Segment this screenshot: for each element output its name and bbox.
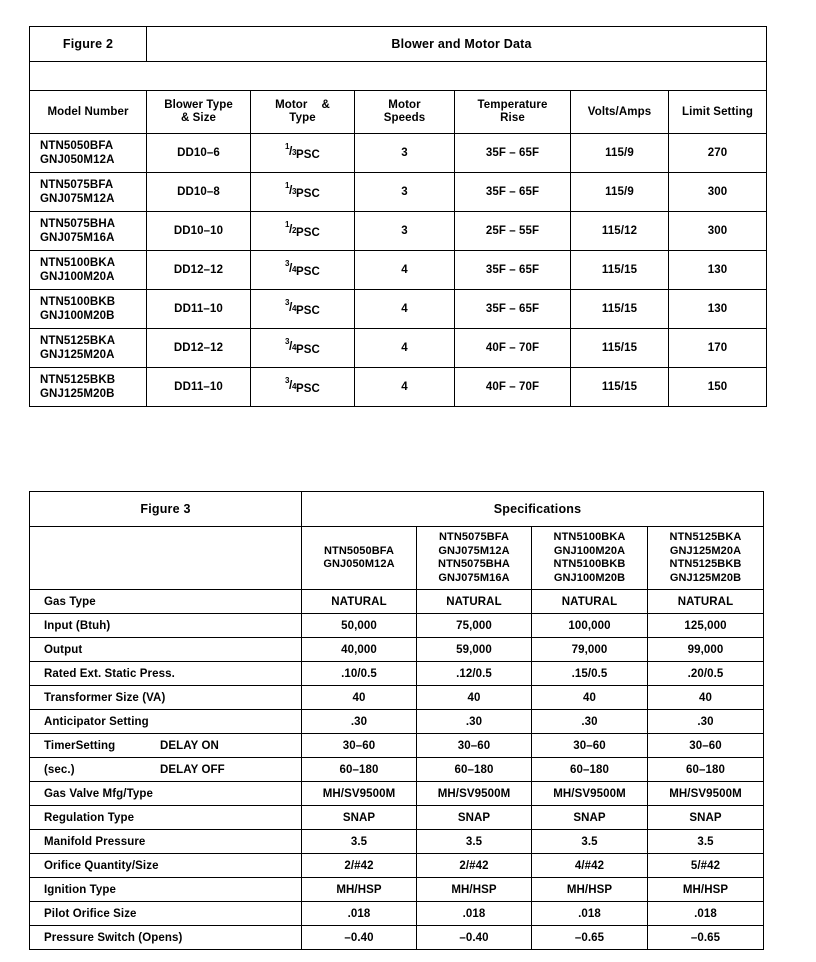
motor-type-cell: [251, 290, 355, 329]
specification-value-cell: 79,000: [532, 638, 648, 662]
model-number-cell: [30, 368, 147, 407]
figure-3-data-row: [30, 590, 764, 614]
limit-setting-cell: 150: [669, 368, 767, 407]
motor-type-cell: [251, 212, 355, 251]
specification-value-cell: .018: [417, 902, 532, 926]
motor-type-cell: [251, 368, 355, 407]
model-number-secondary: GNJ075M16A: [40, 232, 115, 244]
motor-type-cell: [251, 173, 355, 212]
specification-value-cell: 30–60: [417, 734, 532, 758]
figure-3-label: Figure 3: [30, 492, 302, 527]
specification-value-cell: 60–180: [648, 758, 764, 782]
model-number-secondary: GNJ125M20A: [40, 349, 115, 361]
model-line: NTN5100BKB: [553, 558, 626, 570]
specification-value-cell: NATURAL: [648, 590, 764, 614]
model-number-primary: NTN5075BFA: [40, 179, 114, 191]
specification-value-cell: 3.5: [648, 830, 764, 854]
specification-value-cell: NATURAL: [417, 590, 532, 614]
figure-3-data-row: [30, 686, 764, 710]
fraction-denominator: 3: [292, 187, 297, 196]
figure-2-data-row: [30, 290, 767, 329]
figure-3-model-column-2: [417, 527, 532, 590]
model-line: NTN5125BKB: [669, 558, 742, 570]
motor-horsepower-fraction: [285, 220, 297, 236]
figure-3-data-row: [30, 830, 764, 854]
specification-value-cell: .30: [302, 710, 417, 734]
figure-3-title-row: [30, 492, 764, 527]
fraction-denominator: 4: [292, 382, 297, 391]
figure-3-data-row: [30, 782, 764, 806]
column-header-limit-setting: Limit Setting: [669, 91, 767, 134]
fraction-denominator: 2: [292, 226, 297, 235]
fraction-slash: /: [289, 144, 293, 158]
fraction-numerator: 3: [285, 298, 290, 307]
specification-value-cell: –0.40: [417, 926, 532, 950]
specification-value-cell: MH/HSP: [648, 878, 764, 902]
model-line: NTN5050BFA: [323, 544, 395, 557]
specification-value-cell: MH/HSP: [532, 878, 648, 902]
model-line: GNJ100M20A: [553, 544, 626, 557]
specification-value-cell: MH/SV9500M: [417, 782, 532, 806]
fraction-numerator: 1: [285, 220, 290, 229]
model-number-primary: NTN5100BKA: [40, 257, 116, 269]
specification-value-cell: MH/HSP: [417, 878, 532, 902]
model-line: GNJ050M12A: [323, 558, 395, 570]
limit-setting-cell: 270: [669, 134, 767, 173]
specification-value-cell: 2/#42: [417, 854, 532, 878]
figure-3-data-row: [30, 638, 764, 662]
limit-setting-cell: 300: [669, 173, 767, 212]
specification-value-cell: 100,000: [532, 614, 648, 638]
specification-value-cell: 4/#42: [532, 854, 648, 878]
limit-setting-cell: 300: [669, 212, 767, 251]
column-header-model-number: Model Number: [30, 91, 147, 134]
figure-2-data-row: [30, 329, 767, 368]
model-line: NTN5075BHA: [438, 558, 510, 570]
specification-value-cell: .018: [302, 902, 417, 926]
fraction-denominator: 4: [292, 265, 297, 274]
column-header-blower-type: [147, 91, 251, 134]
figure-2-data-row: [30, 251, 767, 290]
figure-2-title-row: [30, 27, 767, 62]
model-number-primary: NTN5100BKB: [40, 296, 116, 308]
model-number-primary: NTN5125BKB: [40, 374, 116, 386]
temperature-rise-cell: 40F – 70F: [455, 368, 571, 407]
specification-value-cell: 40: [302, 686, 417, 710]
figure-3-data-row: [30, 734, 764, 758]
figure-3-data-row: [30, 878, 764, 902]
limit-setting-cell: 130: [669, 251, 767, 290]
blower-type-cell: DD10–8: [147, 173, 251, 212]
specification-value-cell: .018: [648, 902, 764, 926]
motor-type-suffix: PSC: [296, 188, 320, 200]
specification-value-cell: MH/HSP: [302, 878, 417, 902]
specification-label-group: [44, 740, 301, 752]
specification-value-cell: –0.65: [532, 926, 648, 950]
motor-horsepower-fraction: [285, 376, 297, 392]
model-number-secondary: GNJ050M12A: [40, 154, 115, 166]
motor-horsepower-fraction: [285, 259, 297, 275]
specification-value-cell: .12/0.5: [417, 662, 532, 686]
specification-label-main: TimerSetting: [44, 739, 116, 752]
specification-value-cell: 40,000: [302, 638, 417, 662]
column-header-temperature-rise: [455, 91, 571, 134]
model-number-primary: NTN5075BHA: [40, 218, 116, 230]
specification-value-cell: MH/SV9500M: [532, 782, 648, 806]
motor-horsepower-fraction: [285, 337, 297, 353]
figure-3-model-header-row: [30, 527, 764, 590]
specification-value-cell: 30–60: [648, 734, 764, 758]
motor-type-suffix: PSC: [296, 305, 320, 317]
column-header-motor-type-line2: Type: [289, 112, 316, 124]
specification-label-cell: Regulation Type: [30, 806, 302, 830]
specification-value-cell: 99,000: [648, 638, 764, 662]
volts-amps-cell: 115/15: [571, 290, 669, 329]
motor-horsepower-fraction: [285, 142, 297, 158]
volts-amps-cell: 115/15: [571, 329, 669, 368]
figure-3-data-row: [30, 902, 764, 926]
figure-3-data-row: [30, 854, 764, 878]
specification-value-cell: .15/0.5: [532, 662, 648, 686]
fraction-slash: /: [289, 300, 293, 314]
model-line: GNJ125M20A: [669, 544, 742, 557]
specification-value-cell: 3.5: [302, 830, 417, 854]
specification-value-cell: –0.40: [302, 926, 417, 950]
fraction-denominator: 3: [292, 148, 297, 157]
column-header-blower-type-line2: & Size: [180, 112, 217, 124]
specification-value-cell: 75,000: [417, 614, 532, 638]
specification-value-cell: NATURAL: [532, 590, 648, 614]
specification-value-cell: MH/SV9500M: [648, 782, 764, 806]
limit-setting-cell: 130: [669, 290, 767, 329]
figure-2-label: Figure 2: [30, 27, 147, 62]
figure-3-model-column-1: [302, 527, 417, 590]
specification-value-cell: 40: [417, 686, 532, 710]
volts-amps-cell: 115/9: [571, 134, 669, 173]
blower-type-cell: DD11–10: [147, 290, 251, 329]
specification-value-cell: SNAP: [648, 806, 764, 830]
figure-3-data-row: [30, 806, 764, 830]
motor-type-suffix: PSC: [296, 344, 320, 356]
specification-value-cell: 40: [532, 686, 648, 710]
fraction-denominator: 4: [292, 343, 297, 352]
model-number-cell: [30, 329, 147, 368]
fraction-slash: /: [289, 183, 293, 197]
figure-2-spacer-cell: [30, 62, 767, 91]
figure-3-header-blank-cell: [30, 527, 302, 590]
temperature-rise-cell: 35F – 65F: [455, 290, 571, 329]
figure-2-data-row: [30, 212, 767, 251]
figure-3-description: Specifications: [302, 492, 764, 527]
figure-2-table-container: [29, 26, 766, 407]
specification-value-cell: 60–180: [532, 758, 648, 782]
specification-value-cell: SNAP: [302, 806, 417, 830]
specification-value-cell: .30: [648, 710, 764, 734]
specification-value-cell: SNAP: [417, 806, 532, 830]
fraction-slash: /: [289, 339, 293, 353]
specification-label-cell: Pressure Switch (Opens): [30, 926, 302, 950]
specification-value-cell: .018: [532, 902, 648, 926]
motor-speeds-cell: 3: [355, 173, 455, 212]
column-header-temperature-rise-line1: Temperature: [477, 99, 548, 111]
specification-label-cell: Transformer Size (VA): [30, 686, 302, 710]
model-line: GNJ075M16A: [438, 571, 510, 584]
fraction-denominator: 4: [292, 304, 297, 313]
specification-value-cell: NATURAL: [302, 590, 417, 614]
fraction-numerator: 3: [285, 376, 290, 385]
motor-type-suffix: PSC: [296, 383, 320, 395]
model-number-secondary: GNJ125M20B: [40, 388, 115, 400]
blower-type-cell: DD10–10: [147, 212, 251, 251]
specification-label-cell: [30, 734, 302, 758]
fraction-slash: /: [289, 378, 293, 392]
figure-2-data-row: [30, 368, 767, 407]
temperature-rise-cell: 25F – 55F: [455, 212, 571, 251]
specification-value-cell: .30: [532, 710, 648, 734]
column-header-motor-speeds: [355, 91, 455, 134]
figure-3-model-column-4: [648, 527, 764, 590]
figure-3-data-row: [30, 662, 764, 686]
specification-label-cell: Input (Btuh): [30, 614, 302, 638]
limit-setting-cell: 170: [669, 329, 767, 368]
model-line: NTN5100BKA: [553, 531, 626, 543]
specification-value-cell: 59,000: [417, 638, 532, 662]
model-number-cell: [30, 251, 147, 290]
figure-3-table: [29, 491, 764, 950]
figure-3-model-column-3: [532, 527, 648, 590]
figure-3-data-row: [30, 758, 764, 782]
model-line: GNJ100M20B: [553, 571, 626, 584]
figure-2-header-row: [30, 91, 767, 134]
model-number-secondary: GNJ075M12A: [40, 193, 115, 205]
volts-amps-cell: 115/12: [571, 212, 669, 251]
specification-value-cell: MH/SV9500M: [302, 782, 417, 806]
motor-speeds-cell: 3: [355, 134, 455, 173]
volts-amps-cell: 115/9: [571, 173, 669, 212]
column-header-motor-speeds-line1: Motor: [388, 99, 421, 111]
column-header-temperature-rise-line2: Rise: [500, 112, 525, 124]
model-number-cell: [30, 212, 147, 251]
model-line: NTN5125BKA: [669, 531, 742, 543]
specification-value-cell: .10/0.5: [302, 662, 417, 686]
model-number-secondary: GNJ100M20A: [40, 271, 115, 283]
model-line: GNJ125M20B: [669, 571, 742, 584]
specification-label-cell: Rated Ext. Static Press.: [30, 662, 302, 686]
figure-2-data-row: [30, 173, 767, 212]
specification-value-cell: .20/0.5: [648, 662, 764, 686]
specification-label-sub: DELAY OFF: [160, 763, 225, 776]
temperature-rise-cell: 35F – 65F: [455, 134, 571, 173]
fraction-numerator: 3: [285, 337, 290, 346]
temperature-rise-cell: 35F – 65F: [455, 251, 571, 290]
model-number-primary: NTN5050BFA: [40, 140, 114, 152]
blower-type-cell: DD12–12: [147, 329, 251, 368]
motor-speeds-cell: 4: [355, 251, 455, 290]
specification-value-cell: 40: [648, 686, 764, 710]
specification-label-cell: Manifold Pressure: [30, 830, 302, 854]
specification-value-cell: –0.65: [648, 926, 764, 950]
figure-2-description: Blower and Motor Data: [147, 27, 767, 62]
motor-speeds-cell: 4: [355, 329, 455, 368]
column-header-ampersand: &: [321, 99, 330, 111]
specification-value-cell: .30: [417, 710, 532, 734]
column-header-motor-speeds-line2: Speeds: [383, 112, 426, 124]
column-header-blower-type-line1: Blower Type: [164, 99, 233, 111]
motor-speeds-cell: 4: [355, 290, 455, 329]
fraction-numerator: 1: [285, 181, 290, 190]
temperature-rise-cell: 35F – 65F: [455, 173, 571, 212]
column-header-motor-word: Motor: [275, 99, 308, 111]
specification-value-cell: 60–180: [417, 758, 532, 782]
specification-value-cell: 5/#42: [648, 854, 764, 878]
specification-label-main: (sec.): [44, 763, 75, 776]
motor-speeds-cell: 4: [355, 368, 455, 407]
volts-amps-cell: 115/15: [571, 251, 669, 290]
model-number-secondary: GNJ100M20B: [40, 310, 115, 322]
specification-value-cell: 60–180: [302, 758, 417, 782]
specification-label-cell: Gas Valve Mfg/Type: [30, 782, 302, 806]
figure-3-table-container: [29, 491, 763, 950]
specification-value-cell: 30–60: [302, 734, 417, 758]
model-line: GNJ075M12A: [438, 544, 510, 557]
motor-horsepower-fraction: [285, 181, 297, 197]
column-header-motor-type-line1: [251, 99, 354, 112]
figure-3-data-row: [30, 614, 764, 638]
model-number-cell: [30, 134, 147, 173]
motor-type-suffix: PSC: [296, 266, 320, 278]
specification-label-cell: Orifice Quantity/Size: [30, 854, 302, 878]
fraction-slash: /: [289, 261, 293, 275]
motor-type-cell: [251, 251, 355, 290]
figure-2-spacer-row: [30, 62, 767, 91]
volts-amps-cell: 115/15: [571, 368, 669, 407]
figure-2-data-row: [30, 134, 767, 173]
specification-label-cell: [30, 758, 302, 782]
blower-type-cell: DD12–12: [147, 251, 251, 290]
column-header-volts-amps: Volts/Amps: [571, 91, 669, 134]
figure-3-data-row: [30, 710, 764, 734]
specification-value-cell: 125,000: [648, 614, 764, 638]
specification-label-sub: DELAY ON: [160, 739, 219, 752]
specification-label-cell: Output: [30, 638, 302, 662]
model-number-cell: [30, 290, 147, 329]
specification-label-cell: Ignition Type: [30, 878, 302, 902]
column-header-motor-type: [251, 91, 355, 134]
motor-type-cell: [251, 329, 355, 368]
model-number-primary: NTN5125BKA: [40, 335, 116, 347]
blower-type-cell: DD10–6: [147, 134, 251, 173]
motor-type-suffix: PSC: [296, 227, 320, 239]
specification-label-cell: Gas Type: [30, 590, 302, 614]
specification-value-cell: 3.5: [417, 830, 532, 854]
motor-horsepower-fraction: [285, 298, 297, 314]
model-line: NTN5075BFA: [438, 531, 510, 543]
specification-label-cell: Pilot Orifice Size: [30, 902, 302, 926]
fraction-numerator: 3: [285, 259, 290, 268]
temperature-rise-cell: 40F – 70F: [455, 329, 571, 368]
motor-speeds-cell: 3: [355, 212, 455, 251]
figure-2-table: [29, 26, 767, 407]
specification-label-group: [44, 764, 301, 776]
specification-value-cell: 3.5: [532, 830, 648, 854]
fraction-numerator: 1: [285, 142, 290, 151]
specification-value-cell: SNAP: [532, 806, 648, 830]
specification-label-cell: Anticipator Setting: [30, 710, 302, 734]
specification-value-cell: 50,000: [302, 614, 417, 638]
model-number-cell: [30, 173, 147, 212]
specification-value-cell: 2/#42: [302, 854, 417, 878]
figure-3-data-row: [30, 926, 764, 950]
fraction-slash: /: [289, 222, 293, 236]
blower-type-cell: DD11–10: [147, 368, 251, 407]
motor-type-suffix: PSC: [296, 149, 320, 161]
specification-value-cell: 30–60: [532, 734, 648, 758]
motor-type-cell: [251, 134, 355, 173]
